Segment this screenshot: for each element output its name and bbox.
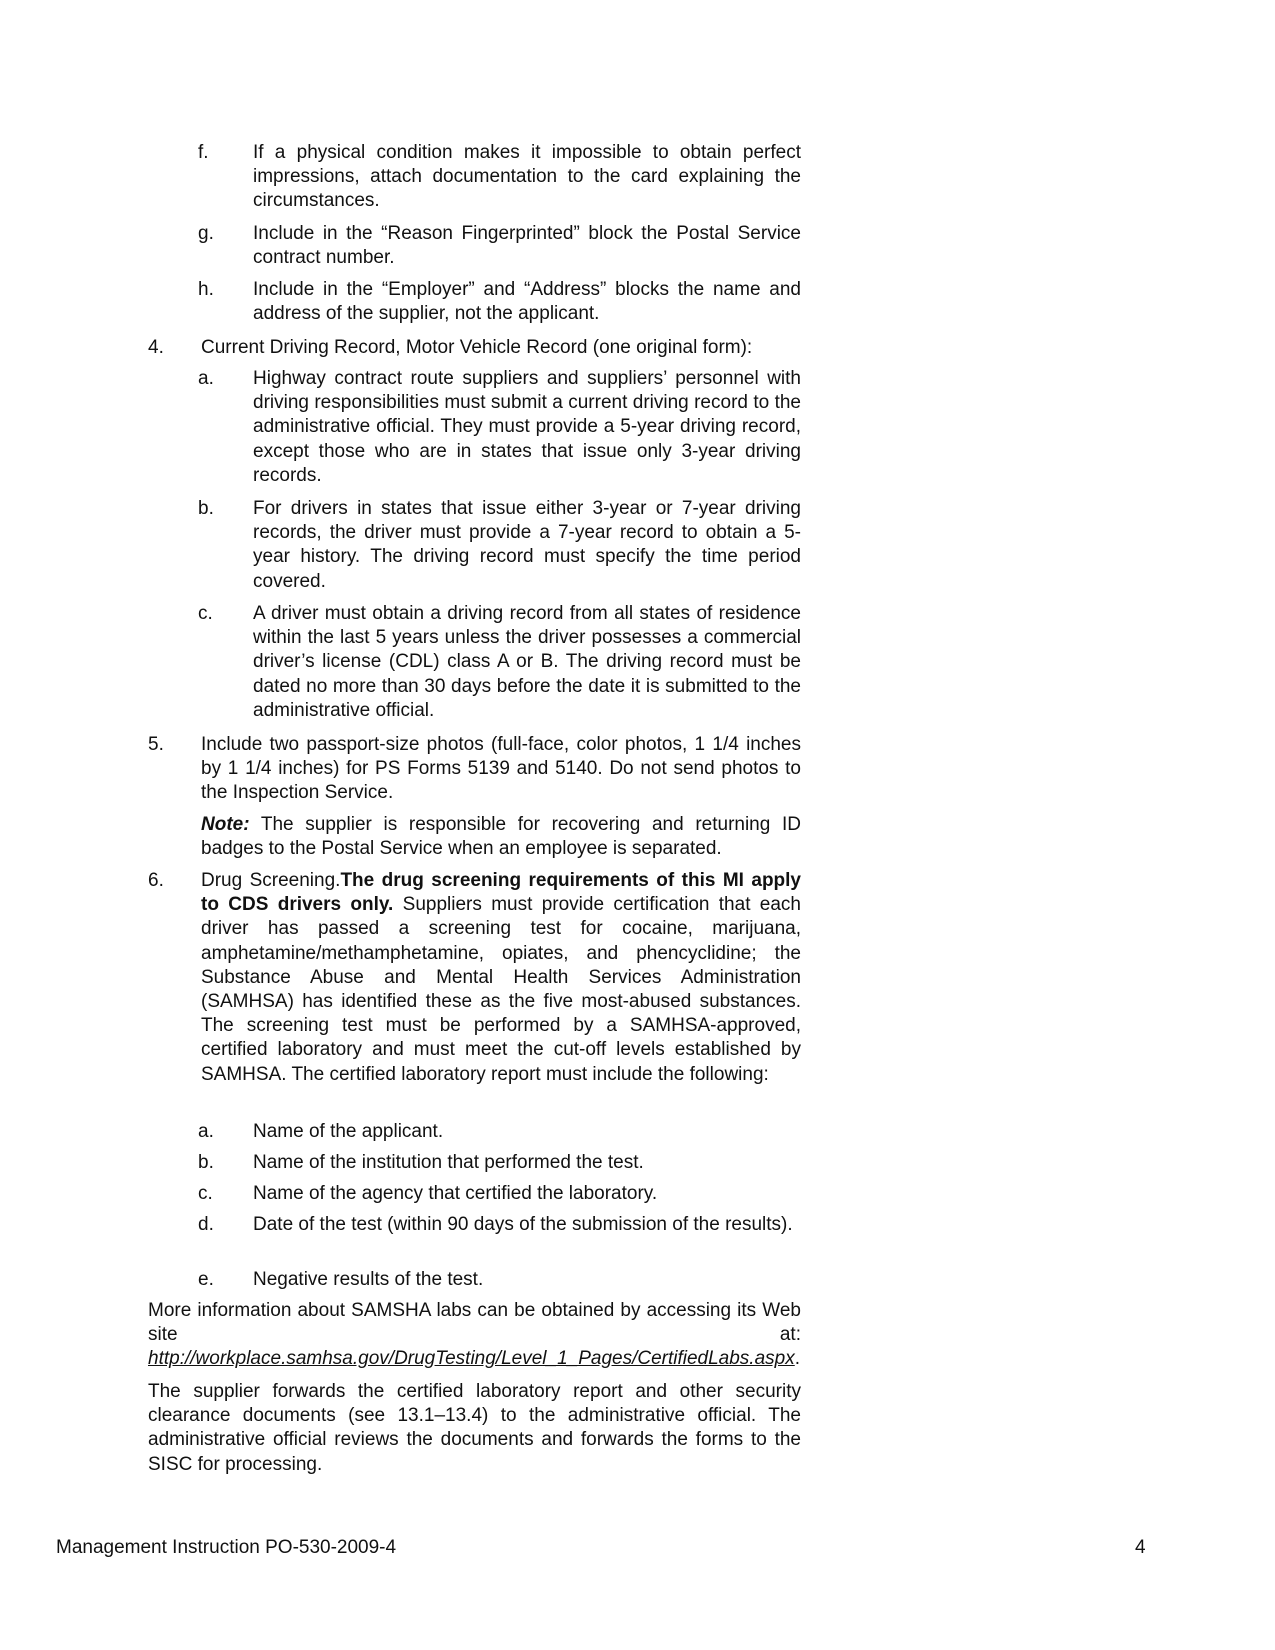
item-5-text: Include two passport-size photos (full-face, color photos, 1 1/4 inches by 1 1/4 inches) for PS Forms 5139 and 5140. Do not send photos to the Inspection Service. [201, 734, 801, 804]
item-4c-text: A driver must obtain a driving record from all states of residence within the last 5 years unless the driver possesses a commercial driver’s license (CDL) class A or B. The driving record must be dated no more than 30 days before the date it is submitted to the administrative official. [253, 603, 801, 721]
item-6-text [201, 869, 801, 1087]
item-4b-text: For drivers in states that issue either 3-year or 7-year driving records, the driver must provide a 7-year record to obtain a 5-year history. The driving record must specify the time period covered. [253, 498, 801, 592]
samhsa-labs-link[interactable]: http://workplace.samhsa.gov/DrugTesting/Level_1_Pages/CertifiedLabs.aspx [148, 1348, 795, 1370]
item-4-text: Current Driving Record, Motor Vehicle Record (one original form): [201, 337, 753, 358]
item-6e-label: e. [198, 1269, 214, 1290]
closing-paragraph: The supplier forwards the certified laboratory report and other security clearance documents (see 13.1–13.4) to the administrative official. The administrative official reviews the documents and forwards the forms to the SISC for processing. [148, 1381, 801, 1475]
more-info-end: . [794, 1348, 801, 1370]
item-5-label: 5. [148, 734, 164, 755]
item-6c-label: c. [198, 1183, 213, 1204]
more-info-text: More information about SAMSHA labs can be obtained by accessing its Web site at: [148, 1300, 801, 1346]
item-h-text: Include in the “Employer” and “Address” blocks the name and address of the supplier, not the applicant. [253, 279, 801, 325]
item-6-label: 6. [148, 870, 164, 891]
item-g-text: Include in the “Reason Fingerprinted” block the Postal Service contract number. [253, 223, 801, 269]
item-h-label: h. [198, 279, 214, 300]
note-text: The supplier is responsible for recovering and returning ID badges to the Postal Service when an employee is separated. [201, 814, 801, 860]
item-4c-label: c. [198, 603, 213, 624]
item-6-bold: The drug screening requirements of this MI apply to CDS drivers only. [201, 870, 801, 916]
item-6e-text: Negative results of the test. [253, 1269, 484, 1290]
footer-title: Management Instruction PO-530-2009-4 [56, 1537, 397, 1558]
item-6d-label: d. [198, 1214, 214, 1235]
item-6-body: Suppliers must provide certification that each driver has passed a screening test for cocaine, marijuana, amphetamine/methamphetamine, opiates, and phencyclidine; the Substance Abuse and Mental Health Services Administration (SAMHSA) has identified these as the five most-abused substances. The screening test must be performed by a SAMHSA-approved, certified laboratory and must meet the cut-off levels established by SAMHSA. The certified laboratory report must include the following: [201, 894, 802, 1085]
item-4a-label: a. [198, 368, 214, 389]
item-6a-text: Name of the applicant. [253, 1121, 444, 1142]
item-4b-label: b. [198, 498, 214, 519]
page-number: 4 [1135, 1537, 1146, 1558]
item-6c-text: Name of the agency that certified the laboratory. [253, 1183, 658, 1204]
item-4a-text: Highway contract route suppliers and suppliers’ personnel with driving responsibilities must submit a current driving record to the administrative official. They must provide a 5-year driving record, except those who are in states that issue only 3-year driving records. [253, 368, 801, 486]
more-info-paragraph [148, 1299, 801, 1372]
item-6a-label: a. [198, 1121, 214, 1142]
item-6-lead: Drug Screening. [201, 870, 341, 891]
note-label: Note: [201, 814, 250, 835]
item-f-label: f. [198, 142, 209, 163]
item-f-text: If a physical condition makes it impossible to obtain perfect impressions, attach documentation to the card explaining the circumstances. [253, 142, 801, 212]
item-6b-text: Name of the institution that performed the test. [253, 1152, 644, 1173]
item-6d-text: Date of the test (within 90 days of the submission of the results). [253, 1214, 793, 1235]
item-6b-label: b. [198, 1152, 214, 1173]
item-5-note [201, 813, 801, 861]
item-4-label: 4. [148, 337, 164, 358]
item-g-label: g. [198, 223, 214, 244]
